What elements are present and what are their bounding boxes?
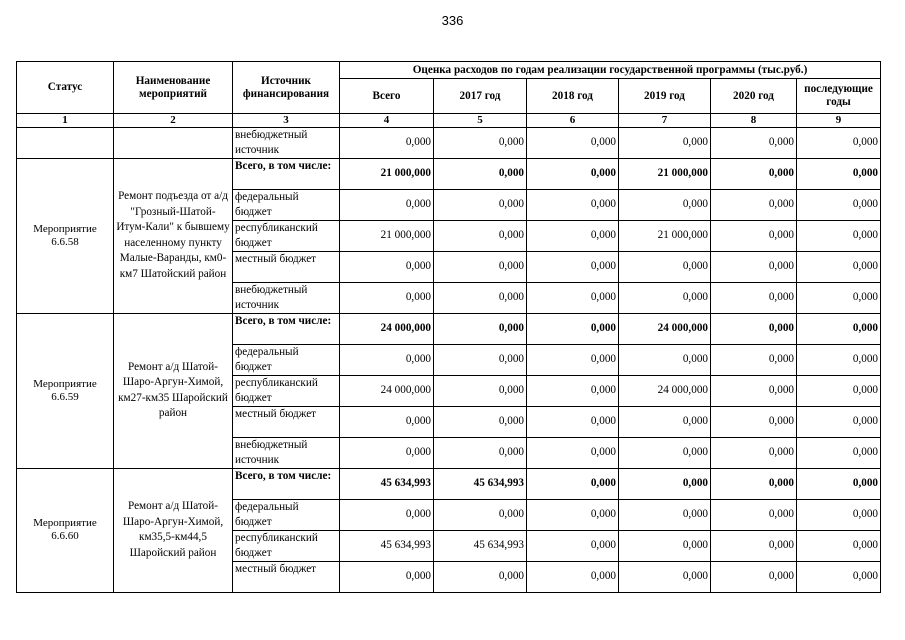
value-cell: 0,000: [434, 127, 527, 158]
status-cell: Мероприятие 6.6.59: [17, 313, 114, 468]
header-estimate: Оценка расходов по годам реализации государственной программы (тыс.руб.): [340, 62, 881, 79]
header-later-years: последующие годы: [797, 79, 881, 114]
value-cell: 0,000: [797, 344, 881, 375]
value-cell: 0,000: [711, 313, 797, 344]
value-cell: 0,000: [711, 375, 797, 406]
value-cell: 0,000: [340, 189, 434, 220]
value-cell: 0,000: [711, 530, 797, 561]
column-number: 1: [17, 114, 114, 128]
column-number: 9: [797, 114, 881, 128]
source-cell: республиканский бюджет: [233, 375, 340, 406]
value-cell: 0,000: [434, 251, 527, 282]
value-cell: 45 634,993: [434, 530, 527, 561]
value-cell: 0,000: [619, 530, 711, 561]
value-cell: 0,000: [797, 189, 881, 220]
value-cell: 0,000: [340, 561, 434, 592]
source-cell: республиканский бюджет: [233, 220, 340, 251]
value-cell: 0,000: [340, 127, 434, 158]
header-2019: 2019 год: [619, 79, 711, 114]
status-cell: [17, 127, 114, 158]
value-cell: 0,000: [619, 189, 711, 220]
source-cell: Всего, в том числе:: [233, 158, 340, 189]
value-cell: 24 000,000: [619, 375, 711, 406]
value-cell: 0,000: [711, 282, 797, 313]
value-cell: 0,000: [434, 561, 527, 592]
value-cell: 0,000: [527, 561, 619, 592]
value-cell: 0,000: [434, 282, 527, 313]
value-cell: 24 000,000: [340, 313, 434, 344]
value-cell: 0,000: [797, 530, 881, 561]
table-row: [17, 158, 881, 189]
value-cell: 0,000: [797, 468, 881, 499]
value-cell: 24 000,000: [619, 313, 711, 344]
value-cell: 0,000: [711, 344, 797, 375]
value-cell: 0,000: [340, 437, 434, 468]
header-source: Источник финансирования: [233, 62, 340, 114]
name-cell: [114, 127, 233, 158]
value-cell: 0,000: [527, 282, 619, 313]
header-total: Всего: [340, 79, 434, 114]
value-cell: 0,000: [527, 530, 619, 561]
value-cell: 0,000: [527, 158, 619, 189]
value-cell: 21 000,000: [619, 220, 711, 251]
column-number: 4: [340, 114, 434, 128]
value-cell: 0,000: [619, 437, 711, 468]
header-status: Статус: [17, 62, 114, 114]
column-number: 3: [233, 114, 340, 128]
value-cell: 0,000: [340, 406, 434, 437]
value-cell: 21 000,000: [340, 220, 434, 251]
value-cell: 0,000: [797, 313, 881, 344]
value-cell: 0,000: [797, 561, 881, 592]
value-cell: 21 000,000: [619, 158, 711, 189]
value-cell: 0,000: [797, 282, 881, 313]
value-cell: 0,000: [340, 344, 434, 375]
value-cell: 0,000: [711, 437, 797, 468]
value-cell: 24 000,000: [340, 375, 434, 406]
value-cell: 0,000: [434, 189, 527, 220]
value-cell: 0,000: [619, 561, 711, 592]
value-cell: 0,000: [340, 282, 434, 313]
source-cell: федеральный бюджет: [233, 189, 340, 220]
value-cell: 0,000: [434, 375, 527, 406]
source-cell: внебюджетный источник: [233, 437, 340, 468]
source-cell: Всего, в том числе:: [233, 313, 340, 344]
column-number: 8: [711, 114, 797, 128]
source-cell: федеральный бюджет: [233, 499, 340, 530]
value-cell: 0,000: [340, 499, 434, 530]
value-cell: 0,000: [619, 406, 711, 437]
value-cell: 45 634,993: [340, 468, 434, 499]
value-cell: 0,000: [527, 189, 619, 220]
value-cell: 0,000: [619, 282, 711, 313]
value-cell: 0,000: [619, 344, 711, 375]
value-cell: 0,000: [434, 437, 527, 468]
column-number: 5: [434, 114, 527, 128]
header-name: Наименование мероприятий: [114, 62, 233, 114]
measure-name-cell: Ремонт подъезда от а/д "Грозный-Шатой-Итум-Кали" к бывшему населенному пункту Малые-Варанды, км0-км7 Шатойский район: [114, 158, 233, 313]
table-row: [17, 313, 881, 344]
value-cell: 0,000: [711, 251, 797, 282]
source-cell: местный бюджет: [233, 561, 340, 592]
value-cell: 0,000: [434, 344, 527, 375]
source-cell: внебюджетный источник: [233, 282, 340, 313]
value-cell: 0,000: [797, 499, 881, 530]
value-cell: 0,000: [797, 406, 881, 437]
source-cell: местный бюджет: [233, 406, 340, 437]
source-cell: внебюджетный источник: [233, 127, 340, 158]
source-cell: республиканский бюджет: [233, 530, 340, 561]
value-cell: 0,000: [527, 499, 619, 530]
source-cell: местный бюджет: [233, 251, 340, 282]
value-cell: 0,000: [711, 189, 797, 220]
value-cell: 0,000: [711, 499, 797, 530]
source-cell: федеральный бюджет: [233, 344, 340, 375]
value-cell: 0,000: [527, 468, 619, 499]
measure-name-cell: Ремонт а/д Шатой-Шаро-Аргун-Химой, км27-км35 Шаройский район: [114, 313, 233, 468]
value-cell: 21 000,000: [340, 158, 434, 189]
value-cell: 0,000: [340, 251, 434, 282]
value-cell: 0,000: [797, 220, 881, 251]
column-number: 2: [114, 114, 233, 128]
value-cell: 0,000: [527, 406, 619, 437]
value-cell: 0,000: [527, 437, 619, 468]
value-cell: 0,000: [527, 127, 619, 158]
header-2018: 2018 год: [527, 79, 619, 114]
value-cell: 0,000: [434, 406, 527, 437]
value-cell: 0,000: [527, 375, 619, 406]
source-cell: Всего, в том числе:: [233, 468, 340, 499]
value-cell: 0,000: [434, 313, 527, 344]
status-cell: Мероприятие 6.6.60: [17, 468, 114, 592]
value-cell: 0,000: [797, 158, 881, 189]
value-cell: 0,000: [711, 468, 797, 499]
value-cell: 0,000: [797, 127, 881, 158]
value-cell: 0,000: [797, 375, 881, 406]
header-2020: 2020 год: [711, 79, 797, 114]
value-cell: 0,000: [619, 251, 711, 282]
value-cell: 0,000: [527, 220, 619, 251]
value-cell: 0,000: [527, 344, 619, 375]
value-cell: 0,000: [619, 499, 711, 530]
column-number: 7: [619, 114, 711, 128]
table-row: [17, 468, 881, 499]
column-number-row: [17, 114, 881, 128]
budget-table: [16, 61, 881, 593]
page-number: 336: [441, 13, 464, 28]
value-cell: 0,000: [711, 220, 797, 251]
value-cell: 0,000: [619, 127, 711, 158]
value-cell: 45 634,993: [340, 530, 434, 561]
value-cell: 0,000: [434, 158, 527, 189]
table-row: [17, 127, 881, 158]
value-cell: 0,000: [711, 158, 797, 189]
value-cell: 0,000: [619, 468, 711, 499]
header-2017: 2017 год: [434, 79, 527, 114]
value-cell: 0,000: [434, 220, 527, 251]
column-number: 6: [527, 114, 619, 128]
value-cell: 0,000: [434, 499, 527, 530]
value-cell: 0,000: [527, 313, 619, 344]
status-cell: Мероприятие 6.6.58: [17, 158, 114, 313]
value-cell: 0,000: [711, 406, 797, 437]
value-cell: 45 634,993: [434, 468, 527, 499]
value-cell: 0,000: [797, 437, 881, 468]
value-cell: 0,000: [711, 561, 797, 592]
measure-name-cell: Ремонт а/д Шатой-Шаро-Аргун-Химой, км35,5-км44,5 Шаройский район: [114, 468, 233, 592]
value-cell: 0,000: [527, 251, 619, 282]
value-cell: 0,000: [797, 251, 881, 282]
value-cell: 0,000: [711, 127, 797, 158]
